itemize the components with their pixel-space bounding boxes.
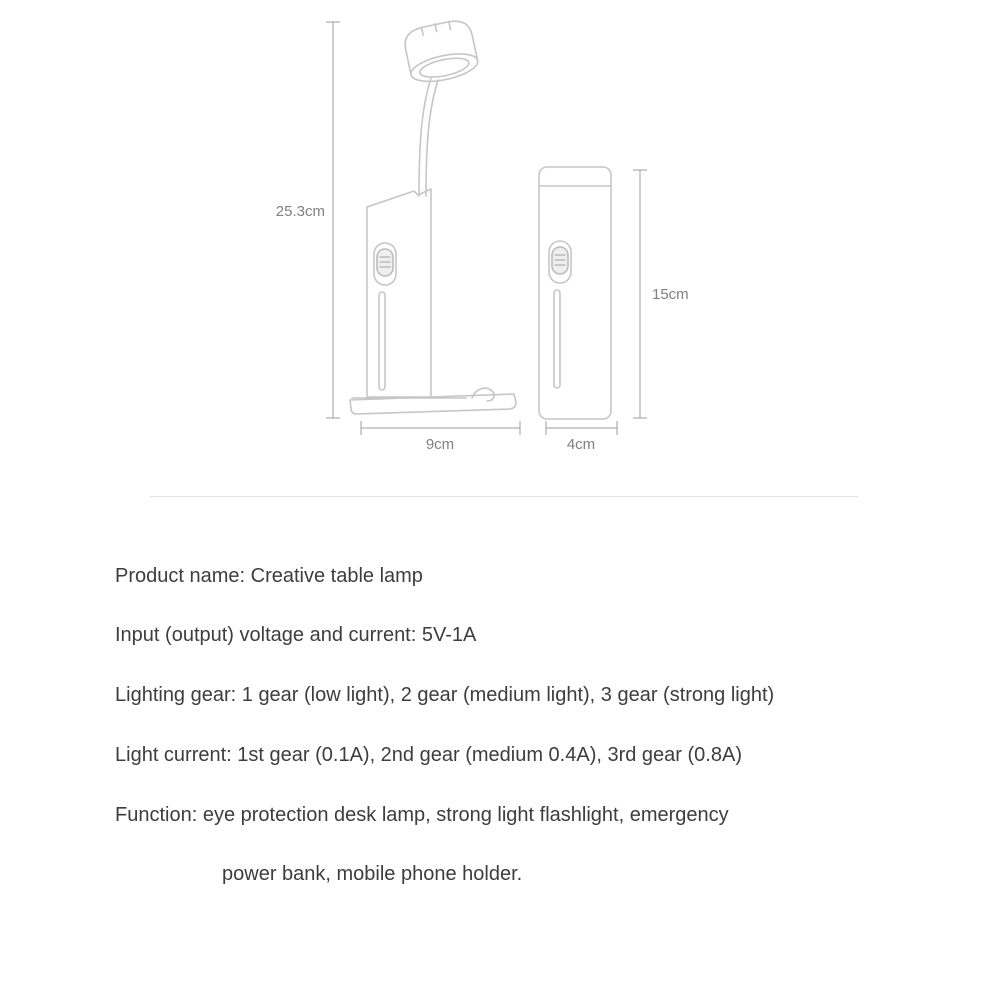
lamp-head-drawing: [402, 17, 480, 87]
section-divider: [150, 496, 858, 497]
lamp-body-drawing: [367, 189, 431, 397]
folded-body-drawing: [539, 167, 611, 419]
lamp-diagram: [0, 0, 1000, 470]
dimension-label-lamp-width: 9cm: [425, 436, 455, 453]
dimension-label-folded-height: 15cm: [652, 286, 689, 303]
folded-slot-drawing: [554, 290, 560, 388]
dimension-lines: [326, 22, 647, 435]
spec-line-light-current: Light current: 1st gear (0.1A), 2nd gear (medium 0.4A), 3rd gear (0.8A): [115, 744, 742, 766]
spec-line-voltage-current: Input (output) voltage and current: 5V-1A: [115, 624, 477, 646]
dimension-label-folded-width: 4cm: [566, 436, 596, 453]
spec-line-function-1: Function: eye protection desk lamp, strong light flashlight, emergency: [115, 804, 729, 826]
lamp-neck-drawing: [419, 78, 431, 196]
lamp-slot-drawing: [379, 292, 385, 390]
spec-line-product-name: Product name: Creative table lamp: [115, 565, 423, 587]
dimension-label-lamp-height: 25.3cm: [275, 203, 325, 220]
spec-line-lighting-gear: Lighting gear: 1 gear (low light), 2 gear (medium light), 3 gear (strong light): [115, 684, 775, 706]
spec-line-function-2: power bank, mobile phone holder.: [222, 863, 523, 885]
